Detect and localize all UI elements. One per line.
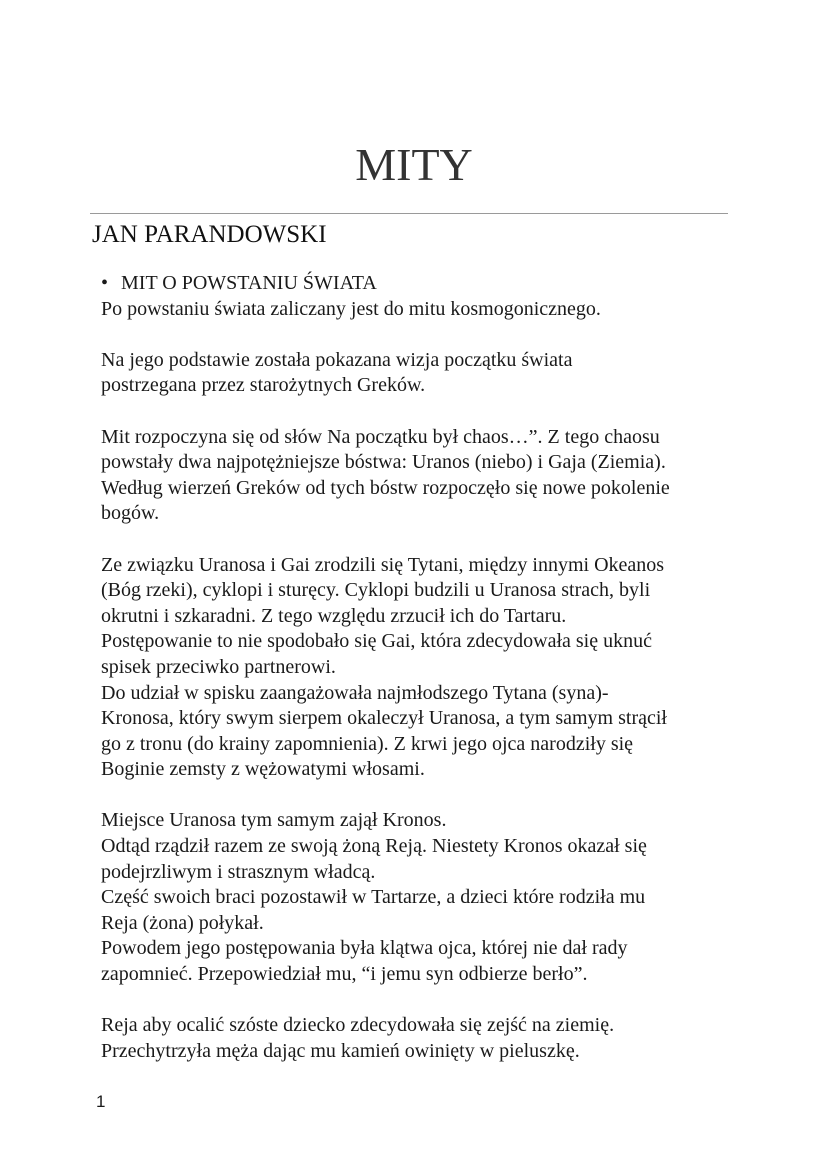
document-title: MITY [355, 139, 473, 190]
paragraph [101, 425, 670, 527]
document-body [101, 271, 670, 1064]
paragraph [101, 553, 670, 783]
text-line: Przechytrzyła męża dając mu kamień owinięty w pieluszkę. [101, 1039, 580, 1062]
text-line: Ze związku Uranosa i Gai zrodzili się Tytani, między innymi Okeanos [101, 553, 665, 576]
text-line: powstały dwa najpotężniejsze bóstwa: Uranos (niebo) i Gaja (Ziemia). [101, 451, 666, 474]
text-line: (Bóg rzeki), cyklopi i sturęcy. Cyklopi budzili u Uranosa strach, byli [101, 579, 651, 602]
page-number: 1 [96, 1092, 106, 1111]
text-line: go z tronu (do krainy zapomnienia). Z krwi jego ojca narodziły się [101, 732, 634, 755]
paragraph [101, 1013, 670, 1064]
text-line: Postępowanie to nie spodobało się Gai, która zdecydowała się uknuć [101, 630, 652, 653]
text-line: bogów. [101, 502, 160, 525]
paragraph [101, 808, 670, 987]
bullet-icon: • [101, 272, 109, 294]
text-line: Do udział w spisku zaangażowała najmłodszego Tytana (syna)- [101, 681, 609, 704]
paragraph [101, 348, 670, 399]
text-line: Kronosa, który swym sierpem okaleczył Uranosa, a tym samym strącił [101, 707, 667, 730]
paragraph-gap [101, 527, 670, 553]
text-line: spisek przeciwko partnerowi. [101, 655, 336, 678]
text-line: Miejsce Uranosa tym samym zajął Kronos. [101, 809, 447, 832]
paragraph-gap [101, 783, 670, 809]
text-line: okrutni i szkaradni. Z tego względu zrzucił ich do Tartaru. [101, 604, 567, 627]
text-line: Na jego podstawie została pokazana wizja początku świata [101, 348, 573, 371]
paragraph-gap [101, 988, 670, 1014]
section-heading-text: MIT O POWSTANIU ŚWIATA [121, 272, 377, 294]
text-line: Reja aby ocalić szóste dziecko zdecydowała się zejść na ziemię. [101, 1014, 615, 1037]
title-divider [90, 213, 728, 214]
paragraph [101, 297, 670, 323]
text-line: podejrzliwym i strasznym władcą. [101, 860, 376, 883]
text-line: postrzegana przez starożytnych Greków. [101, 374, 426, 397]
paragraph-gap [101, 322, 670, 348]
paragraph-gap [101, 399, 670, 425]
text-line: Według wierzeń Greków od tych bóstw rozpoczęło się nowe pokolenie [101, 476, 670, 499]
text-line: Boginie zemsty z wężowatymi włosami. [101, 758, 425, 781]
author-name: JAN PARANDOWSKI [92, 221, 327, 248]
text-line: Mit rozpoczyna się od słów Na początku był chaos…”. Z tego chaosu [101, 425, 660, 448]
text-line: Powodem jego postępowania była klątwa ojca, której nie dał rady [101, 937, 628, 960]
text-line: zapomnieć. Przepowiedział mu, “i jemu syn odbierze berło”. [101, 963, 588, 986]
text-line: Część swoich braci pozostawił w Tartarze, a dzieci które rodziła mu [101, 886, 646, 909]
text-line: Po powstaniu świata zaliczany jest do mitu kosmogonicznego. [101, 297, 601, 320]
section-heading [101, 271, 670, 297]
text-line: Odtąd rządził razem ze swoją żoną Reją. Niestety Kronos okazał się [101, 835, 647, 858]
text-line: Reja (żona) połykał. [101, 911, 264, 934]
